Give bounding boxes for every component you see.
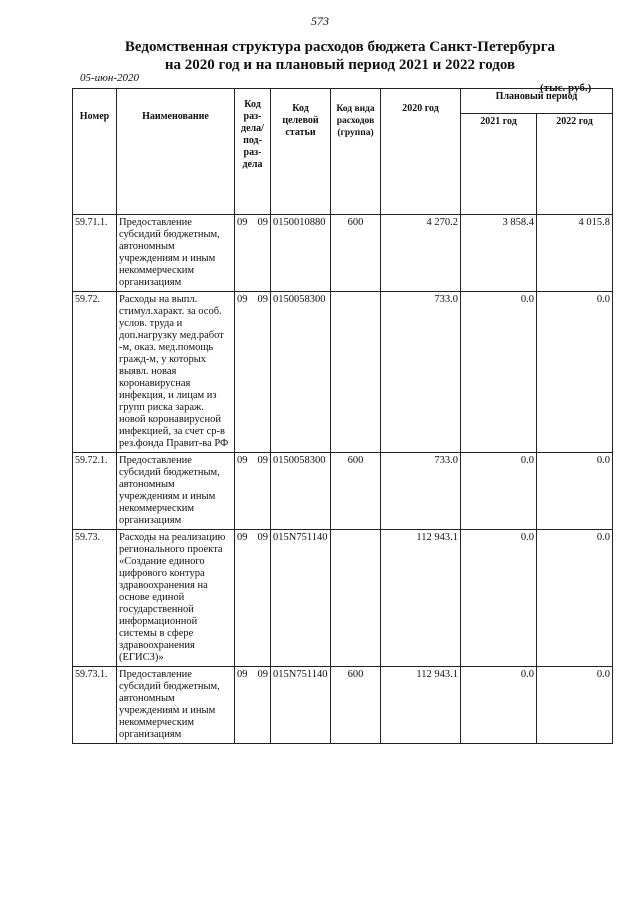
- header-2021: 2021 год: [461, 114, 537, 215]
- row-target: 015N751140: [271, 667, 331, 744]
- row-number: 59.72.1.: [73, 453, 117, 530]
- row-2022: 4 015.8: [537, 215, 613, 292]
- header-planned: Плановый период: [461, 89, 613, 114]
- date-stamp: 05-июн-2020: [80, 72, 140, 84]
- header-target: Код целевой статьи: [271, 89, 331, 215]
- header-2022: 2022 год: [537, 114, 613, 215]
- row-podrazdel: 09: [257, 455, 268, 466]
- row-name: Расходы на выпл. стимул.характ. за особ. услов. труда и доп.нагрузку мед.работ -м, оказ. мед.помощь гражд-м, у которых выявл. новая коронавирусная инфекция, и лицам из групп риска зараж. новой коронавирусной инфекцией, за счет ср-в рез.фонда Правит-ва РФ: [117, 292, 235, 453]
- row-razdel: 09: [237, 217, 248, 228]
- row-2021: 0.0: [461, 667, 537, 744]
- table-row: [73, 292, 613, 453]
- budget-table: [72, 88, 613, 744]
- row-2020: 4 270.2: [381, 215, 461, 292]
- row-name: Предоставление субсидий бюджетным, автономным учреждениям и иным некоммерческим организациям: [117, 215, 235, 292]
- row-section: [235, 215, 271, 292]
- row-2022: 0.0: [537, 667, 613, 744]
- row-2020: 733.0: [381, 292, 461, 453]
- row-name: Предоставление субсидий бюджетным, автономным учреждениям и иным некоммерческим организациям: [117, 667, 235, 744]
- row-section: [235, 667, 271, 744]
- row-2021: 3 858.4: [461, 215, 537, 292]
- row-kind: [331, 530, 381, 667]
- title-line-2: на 2020 год и на плановый период 2021 и 2022 годов: [164, 57, 516, 73]
- row-razdel: 09: [237, 532, 248, 543]
- row-2021: 0.0: [461, 530, 537, 667]
- row-2021: 0.0: [461, 292, 537, 453]
- row-number: 59.73.1.: [73, 667, 117, 744]
- row-name: Расходы на реализацию регионального проекта «Создание единого цифрового контура здравоохранения на основе единой государственной информационной системы в сфере здравоохранения (ЕГИСЗ)»: [117, 530, 235, 667]
- header-section: Код раз-дела/под-раз-дела: [235, 89, 271, 215]
- title-line-1: Ведомственная структура расходов бюджета Санкт-Петербурга: [124, 39, 556, 55]
- row-name: Предоставление субсидий бюджетным, автономным учреждениям и иным некоммерческим организациям: [117, 453, 235, 530]
- row-podrazdel: 09: [257, 532, 268, 543]
- row-razdel: 09: [237, 669, 248, 680]
- row-kind: 600: [331, 215, 381, 292]
- document-title: [80, 38, 600, 74]
- row-podrazdel: 09: [257, 669, 268, 680]
- row-number: 59.71.1.: [73, 215, 117, 292]
- row-section: [235, 292, 271, 453]
- row-target: 0150058300: [271, 453, 331, 530]
- table-row: [73, 215, 613, 292]
- row-razdel: 09: [237, 294, 248, 305]
- row-number: 59.72.: [73, 292, 117, 453]
- table-row: [73, 530, 613, 667]
- row-2020: 112 943.1: [381, 530, 461, 667]
- row-2021: 0.0: [461, 453, 537, 530]
- row-target: 0150010880: [271, 215, 331, 292]
- row-kind: 600: [331, 667, 381, 744]
- row-number: 59.73.: [73, 530, 117, 667]
- header-2020: 2020 год: [381, 89, 461, 215]
- row-target: 0150058300: [271, 292, 331, 453]
- header-kind: Код вида расходов (группа): [331, 89, 381, 215]
- row-section: [235, 453, 271, 530]
- table-row: [73, 667, 613, 744]
- header-name: Наименование: [117, 89, 235, 215]
- units-label: (тыс. руб.): [540, 82, 592, 94]
- row-section: [235, 530, 271, 667]
- row-razdel: 09: [237, 455, 248, 466]
- header-number: Номер: [73, 89, 117, 215]
- row-2022: 0.0: [537, 530, 613, 667]
- row-2020: 112 943.1: [381, 667, 461, 744]
- header-row: [73, 89, 613, 114]
- row-kind: [331, 292, 381, 453]
- page-number: 573: [311, 14, 329, 28]
- row-2022: 0.0: [537, 453, 613, 530]
- row-2020: 733.0: [381, 453, 461, 530]
- row-target: 015N751140: [271, 530, 331, 667]
- row-kind: 600: [331, 453, 381, 530]
- row-podrazdel: 09: [257, 294, 268, 305]
- row-2022: 0.0: [537, 292, 613, 453]
- row-podrazdel: 09: [257, 217, 268, 228]
- table-row: [73, 453, 613, 530]
